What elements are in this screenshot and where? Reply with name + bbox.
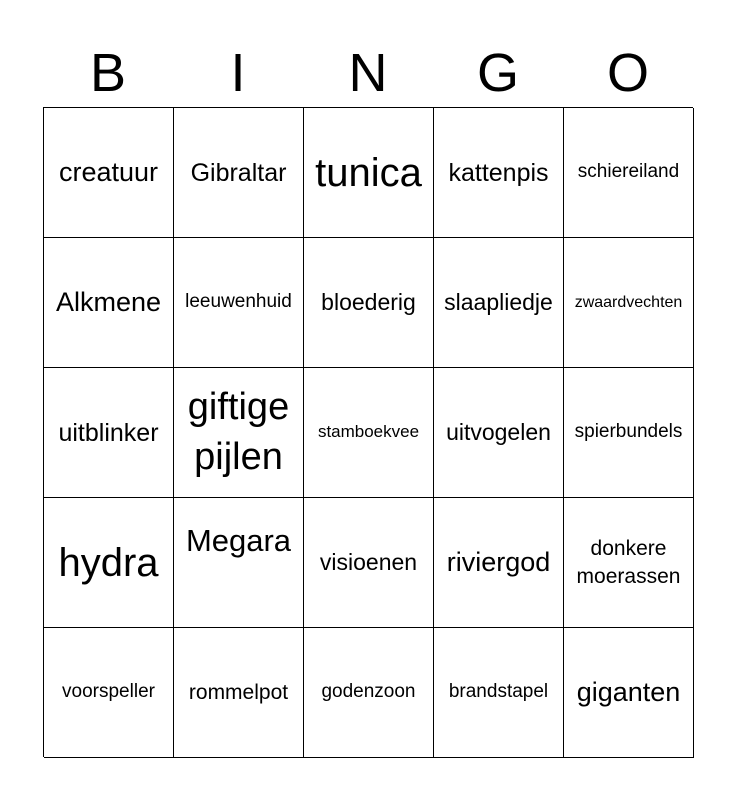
bingo-cell[interactable]: godenzoon [304,628,434,758]
bingo-cell[interactable]: giganten [564,628,694,758]
bingo-cell[interactable]: kattenpis [434,108,564,238]
header-letter-i: I [230,43,246,103]
header-letter-g: G [476,43,519,103]
bingo-cell[interactable]: Alkmene [44,238,174,368]
bingo-cell[interactable]: visioenen [304,498,434,628]
header-letter-o: O [606,43,649,103]
bingo-cell[interactable]: spierbundels [564,368,694,498]
bingo-cell[interactable]: hydra [44,498,174,628]
bingo-cell[interactable]: creatuur [44,108,174,238]
bingo-cell[interactable]: schiereiland [564,108,694,238]
bingo-cell[interactable]: stamboekvee [304,368,434,498]
bingo-header [43,40,693,106]
bingo-cell[interactable]: Gibraltar [174,108,304,238]
bingo-cell[interactable]: donkere moerassen [564,498,694,628]
bingo-cell[interactable]: Megara [174,498,304,628]
bingo-cell[interactable]: tunica [304,108,434,238]
bingo-cell[interactable]: uitblinker [44,368,174,498]
header-letter-b: B [89,43,127,103]
bingo-cell[interactable]: riviergod [434,498,564,628]
bingo-cell[interactable]: leeuwenhuid [174,238,304,368]
bingo-cell[interactable]: brandstapel [434,628,564,758]
bingo-grid [43,107,693,757]
bingo-cell[interactable]: giftige pijlen [174,368,304,498]
bingo-cell[interactable]: zwaardvechten [564,238,694,368]
bingo-cell[interactable]: bloederig [304,238,434,368]
bingo-cell[interactable]: rommelpot [174,628,304,758]
bingo-cell[interactable]: uitvogelen [434,368,564,498]
header-letter-n: N [348,43,388,103]
bingo-cell[interactable]: voorspeller [44,628,174,758]
bingo-cell[interactable]: slaapliedje [434,238,564,368]
